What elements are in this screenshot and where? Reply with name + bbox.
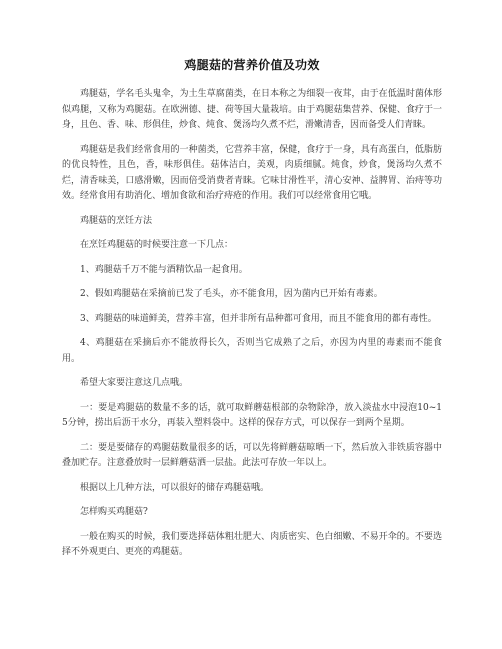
buying-heading: 怎样购买鸡腿菇? xyxy=(80,507,148,517)
intro-paragraph: 鸡腿菇，学名毛头鬼伞，为土生草腐菌类，在日本称之为细裂一夜茸，由于在低温时菌体形似鸡腿，又称为鸡腿菇。在欧洲德、捷、荷等国大量栽培。由于鸡腿菇集营养、保健、食疗于一身，且色、香、味、形俱佳，炒食、炖食、煲汤均久煮不烂，滑嫩清香，因而备受人们青睐。 xyxy=(62,89,442,130)
buying-paragraph: 一般在购买的时候，我们要选择菇体粗壮肥大、肉质密实、色白细嫩、不易开伞的。不要选择不外观更白、更亮的鸡腿菇。 xyxy=(62,531,442,557)
cooking-tip-4: 4、鸡腿菇在采摘后亦不能放得长久，否则当它成熟了之后，亦因为内里的毒素而不能食用。 xyxy=(62,338,442,364)
storage-method-2: 二：要是要储存的鸡腿菇数量很多的话，可以先将鲜蘑菇晾晒一下，然后放入非铁质容器中叠加贮存。注意叠放时一层鲜蘑菇洒一层盐。此法可存放一年以上。 xyxy=(62,442,442,468)
storage-summary: 根据以上几种方法，可以很好的储存鸡腿菇哦。 xyxy=(80,482,270,493)
cooking-tip-1: 1、鸡腿菇千万不能与酒精饮品一起食用。 xyxy=(80,264,248,275)
cooking-reminder: 希望大家要注意这几点哦。 xyxy=(80,378,189,388)
document-title: 鸡腿菇的营养价值及功效 xyxy=(184,58,320,72)
nutrition-paragraph: 鸡腿菇是我们经常食用的一种菌类，它营养丰富，保健，食疗于一身，具有高蛋白，低脂肪的优良特性，且色，香，味形俱佳。菇体洁白，美观，肉质细腻。炖食，炒食，煲汤均久煮不烂，清香味美，口感滑嫩，因而倍受消费者青睐。它味甘滑性平，清心安神、益脾胃、治痔等功效。经常食用有助消化、增加食欲和治疗痔疮的作用。我们可以经常食用它哦。 xyxy=(62,144,442,201)
storage-method-1: 一：要是鸡腿菇的数量不多的话，就可取鲜蘑菇根部的杂物除净，放入淡盐水中浸泡10~15分钟，捞出后沥干水分，再装入塑料袋中。这样的保存方式，可以保存一到两个星期。 xyxy=(62,402,442,428)
cooking-heading: 鸡腿菇的烹饪方法 xyxy=(80,215,153,226)
cooking-tip-2: 2、假如鸡腿菇在采摘前已发了毛头，亦不能食用，因为菌内已开始有毒素。 xyxy=(80,289,383,299)
cooking-tip-3: 3、鸡腿菇的味道鲜美，营养丰富，但并非所有品种都可食用，而且不能食用的都有毒性。 xyxy=(80,313,437,324)
cooking-intro: 在烹饪鸡腿菇的时候要注意一下几点： xyxy=(80,240,234,250)
